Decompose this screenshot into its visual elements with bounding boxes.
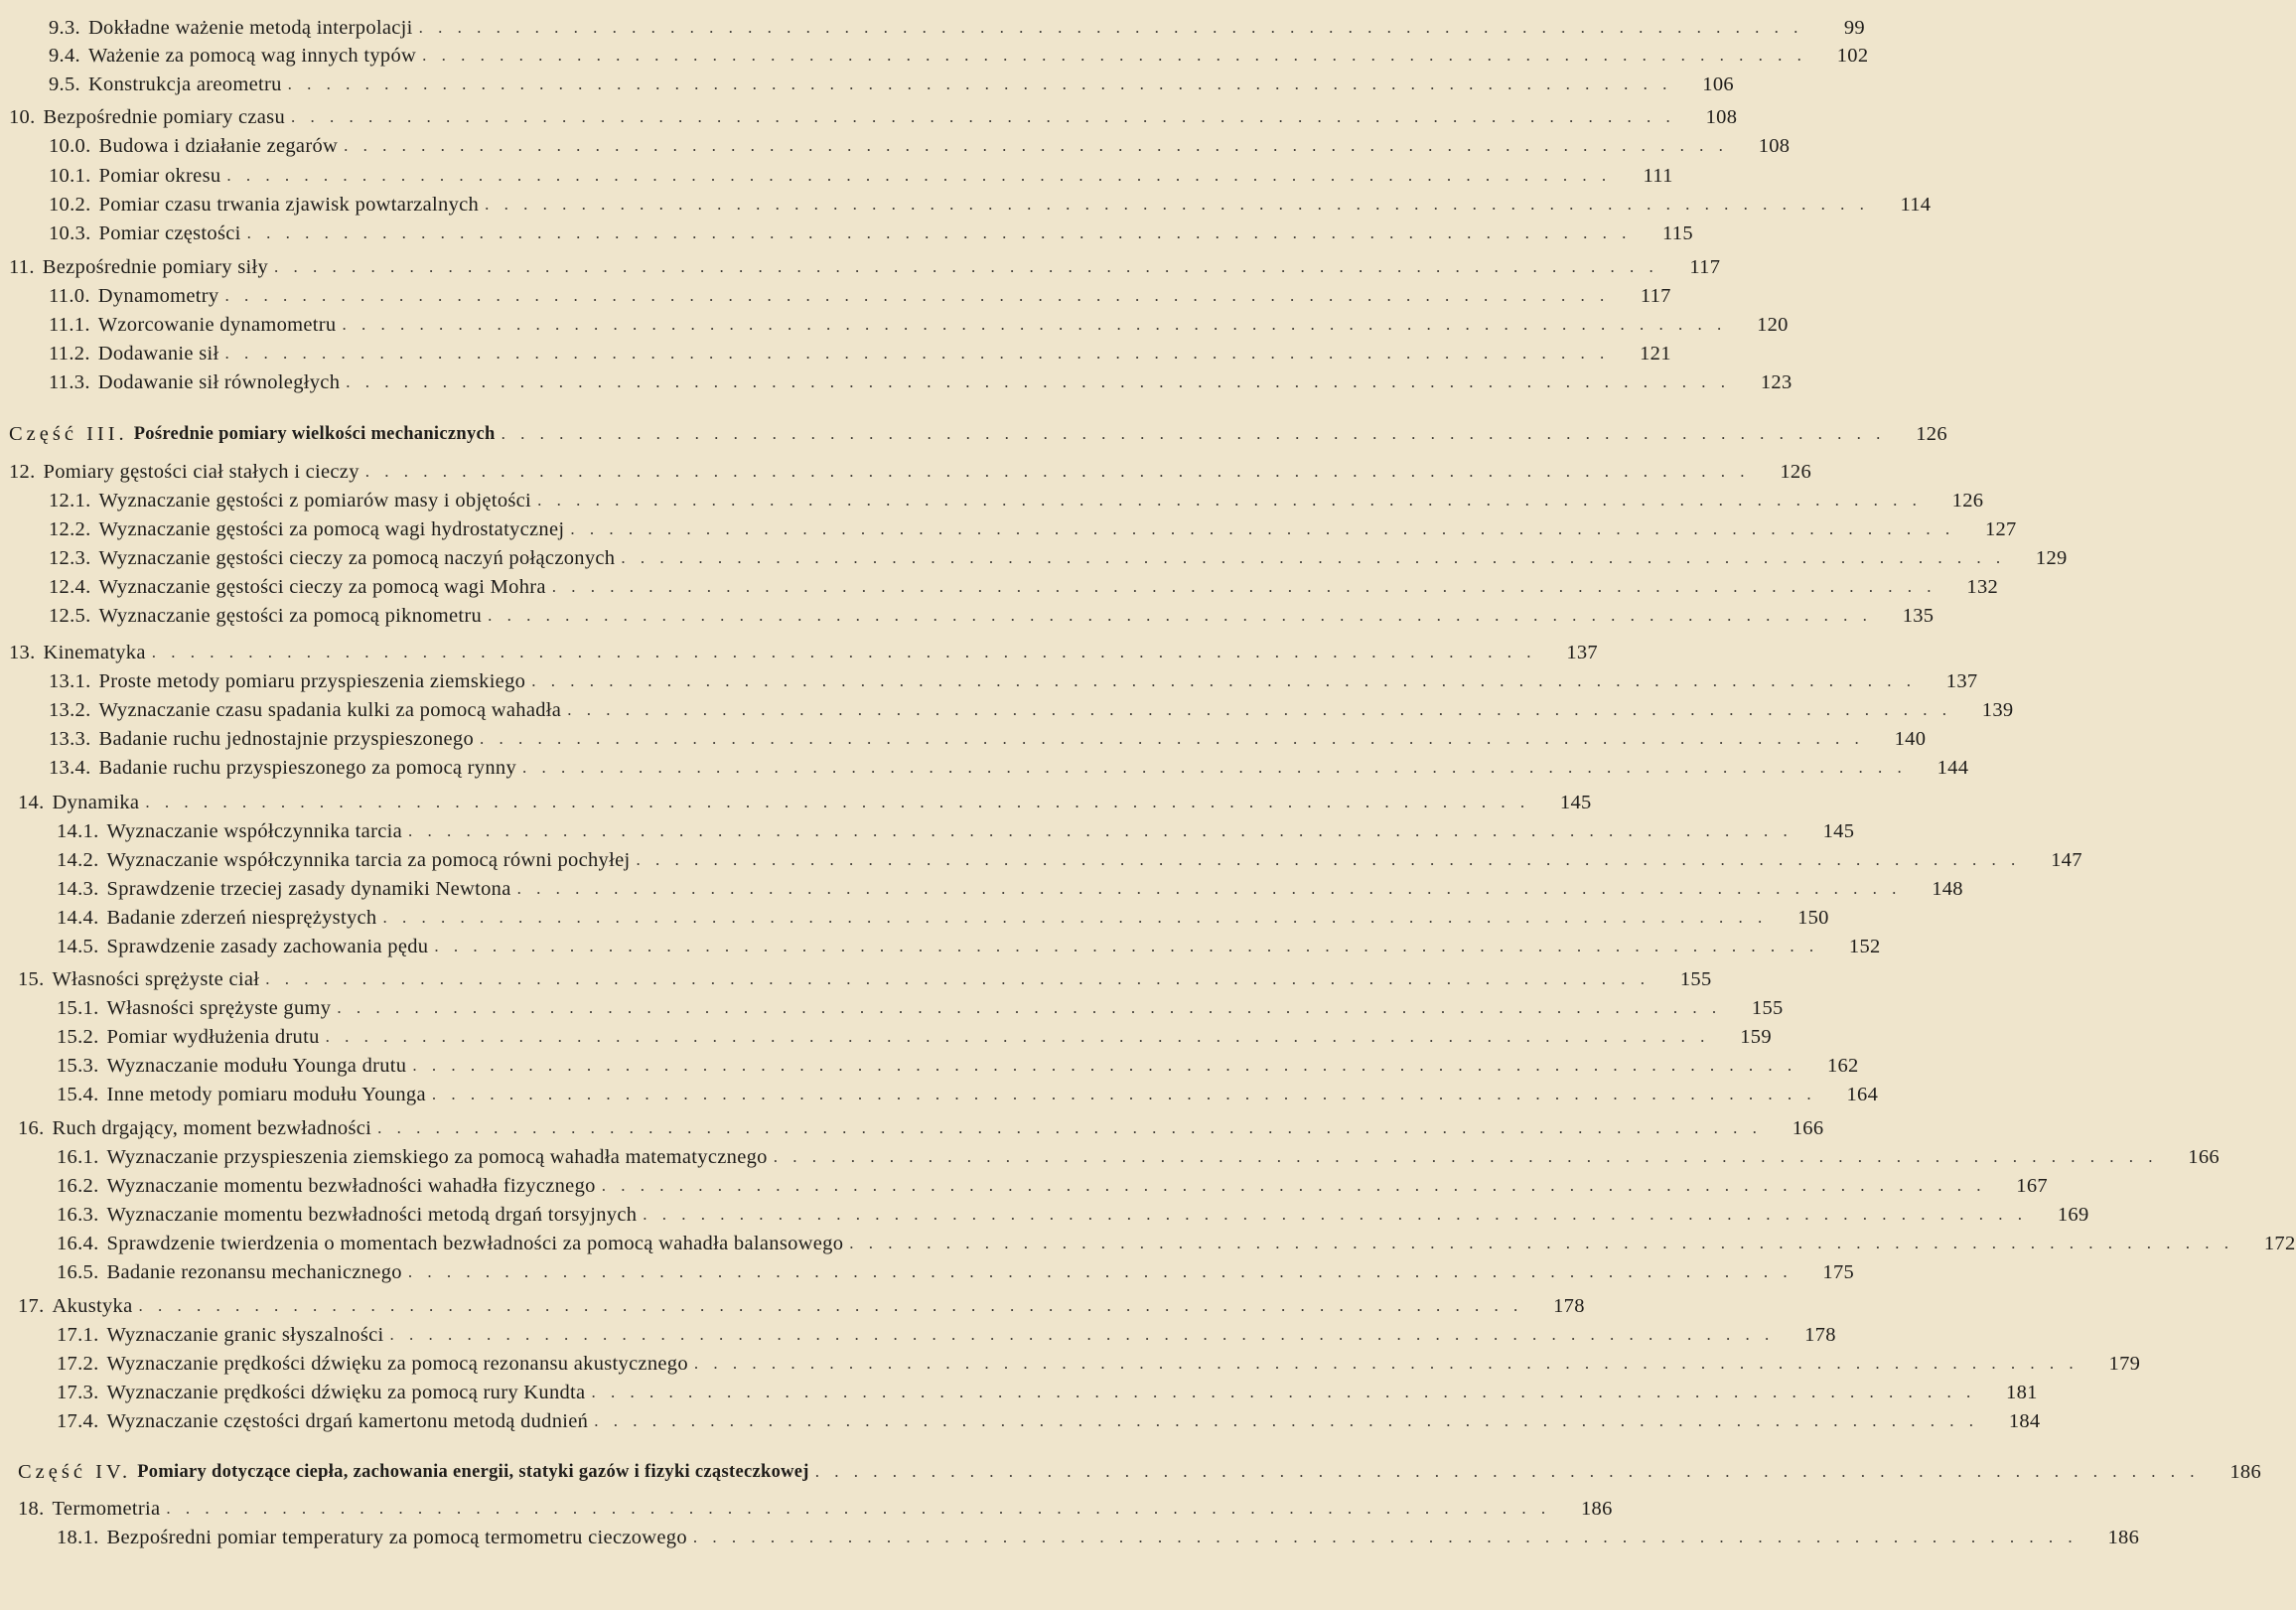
toc-entry	[49, 663, 1978, 693]
toc-entry-number: 14.1.	[57, 820, 99, 842]
dot-leader: . . . . . . . . . . . . . . . . . . . . . . . . . . . . . . . . . . . . . . . . . . . . . . . . . . . . . . . . . . . . . . . . . . . . . . . .	[591, 1383, 1976, 1401]
dot-leader: . . . . . . . . . . . . . . . . . . . . . . . . . . . . . . . . . . . . . . . . . . . . . . . . . . . . . . . . . . . . . . . . . . . . . . . .	[342, 315, 1727, 334]
toc-entry-title: Kinematyka	[43, 642, 146, 663]
dot-leader: . . . . . . . . . . . . . . . . . . . . . . . . . . . . . . . . . . . . . . . . . . . . . . . . . . . . . . . . . . . . . . . . . . . . . . . .	[431, 1085, 1817, 1103]
toc-entry-number: 12.3.	[49, 547, 91, 569]
toc-entry-number: 14.3.	[57, 878, 99, 900]
toc-entry-page: 167	[2016, 1175, 2048, 1197]
toc-entry-page: 155	[1751, 997, 1784, 1019]
toc-entry-page: 126	[1780, 461, 1812, 483]
dot-leader: . . . . . . . . . . . . . . . . . . . . . . . . . . . . . . . . . . . . . . . . . . . . . . . . . . . . . . . . . . . . . . . . . . . . . . . .	[621, 548, 2006, 567]
toc-entry-page: 132	[1966, 576, 1999, 598]
toc-entry-title: Wyznaczanie gęstości za pomocą piknometru	[98, 605, 483, 627]
toc-entry-number: 11.0.	[49, 285, 90, 307]
toc-entry-title: Wyznaczanie współczynnika tarcia za pomocą równi pochyłej	[106, 849, 631, 871]
toc-entry-page: 147	[2051, 849, 2082, 871]
toc-entry	[49, 692, 2014, 722]
toc-entry-number: 15.3.	[57, 1055, 99, 1077]
dot-leader: . . . . . . . . . . . . . . . . . . . . . . . . . . . . . . . . . . . . . . . . . . . . . . . . . . . . . . . . . . . . . . . . . . . . . . . .	[377, 1118, 1763, 1137]
dot-leader: . . . . . . . . . . . . . . . . . . . . . . . . . . . . . . . . . . . . . . . . . . . . . . . . . . . . . . . . . . . . . . . . . . . . . . . .	[537, 491, 1923, 510]
toc-entry-title: Pomiary dotyczące ciepła, zachowania energii, statyki gazów i fizyki cząsteczkowej	[137, 1462, 809, 1482]
toc-entry-page: 175	[1822, 1261, 1855, 1283]
toc-entry-page: 186	[1581, 1498, 1613, 1520]
toc-entry-number: 16.2.	[57, 1175, 99, 1197]
toc-entry	[49, 216, 1693, 245]
toc-entry-page: 99	[1843, 17, 1865, 39]
toc-entry	[57, 1226, 2296, 1255]
dot-leader: . . . . . . . . . . . . . . . . . . . . . . . . . . . . . . . . . . . . . . . . . . . . . . . . . . . . . . . . . . . . . . . . . . . . . . . .	[407, 1262, 1794, 1281]
toc-entry-title: Termometria	[52, 1498, 161, 1520]
toc-entry-page: 164	[1846, 1084, 1879, 1105]
toc-entry-number: 13.	[9, 642, 36, 663]
toc-entry-page: 169	[2057, 1204, 2089, 1226]
toc-entry-title: Wyznaczanie czasu spadania kulki za pomocą wahadła	[98, 699, 562, 721]
toc-entry-title: Badanie rezonansu mechanicznego	[106, 1261, 402, 1283]
toc-entry-page: 162	[1826, 1055, 1859, 1077]
toc-entry-title: Bezpośrednie pomiary czasu	[43, 106, 285, 128]
toc-entry-page: 159	[1740, 1026, 1772, 1048]
toc-entry	[49, 158, 1673, 188]
toc-entry-title: Wyznaczanie prędkości dźwięku za pomocą rezonansu akustycznego	[106, 1353, 688, 1375]
toc-entry-page: 114	[1900, 194, 1932, 216]
toc-entry-page: 135	[1902, 605, 1935, 627]
toc-entry-title: Konstrukcja areometru	[87, 73, 282, 95]
toc-entry-page: 129	[2035, 547, 2068, 569]
toc-entry	[57, 1197, 2089, 1227]
toc-entry	[57, 1375, 2038, 1404]
dot-leader: . . . . . . . . . . . . . . . . . . . . . . . . . . . . . . . . . . . . . . . . . . . . . . . . . . . . . . . . . . . . . . . . . . . . . . . .	[382, 908, 1768, 927]
toc-entry-page: 139	[1981, 699, 2014, 721]
toc-entry-title: Bezpośrednie pomiary siły	[42, 256, 269, 278]
toc-entry-page: 117	[1689, 256, 1721, 278]
toc-entry-page: 179	[2108, 1353, 2141, 1375]
toc-entry-title: Pomiar częstości	[98, 222, 241, 244]
toc-entry-number: 10.0.	[49, 135, 91, 157]
toc-entry	[49, 512, 2017, 541]
dot-leader: . . . . . . . . . . . . . . . . . . . . . . . . . . . . . . . . . . . . . . . . . . . . . . . . . . . . . . . . . . . . . . . . . . . . . . . .	[643, 1205, 2028, 1224]
toc-entry-number: 16.1.	[57, 1146, 99, 1168]
toc-entry-number: 13.1.	[49, 670, 91, 692]
toc-entry-number: 11.2.	[49, 343, 90, 365]
toc-entry-number: 10.3.	[49, 222, 91, 244]
toc-entry	[57, 1254, 1855, 1284]
toc-entry-number: 16.5.	[57, 1261, 99, 1283]
dot-leader: . . . . . . . . . . . . . . . . . . . . . . . . . . . . . . . . . . . . . . . . . . . . . . . . . . . . . . . . . . . . . . . . . . . . . . . .	[291, 107, 1676, 126]
toc-entry-title: Wyznaczanie momentu bezwładności metodą drgań torsyjnych	[106, 1204, 638, 1226]
dot-leader: . . . . . . . . . . . . . . . . . . . . . . . . . . . . . . . . . . . . . . . . . . . . . . . . . . . . . . . . . . . . . . . . . . . . . . . .	[166, 1499, 1551, 1518]
toc-entry	[49, 721, 1927, 751]
toc-entry	[57, 871, 1963, 901]
toc-entry-number: 11.	[9, 256, 35, 278]
toc-entry-number: 16.	[18, 1117, 45, 1139]
dot-leader: . . . . . . . . . . . . . . . . . . . . . . . . . . . . . . . . . . . . . . . . . . . . . . . . . . . . . . . . . . . . . . . . . . . . . . . .	[325, 1027, 1710, 1046]
toc-entry	[49, 187, 1932, 217]
toc-entry	[49, 67, 1734, 96]
dot-leader: . . . . . . . . . . . . . . . . . . . . . . . . . . . . . . . . . . . . . . . . . . . . . . . . . . . . . . . . . . . . . . . . . . . . . . . .	[412, 1056, 1797, 1075]
toc-entry-title: Wyznaczanie modułu Younga drutu	[106, 1055, 407, 1077]
toc-entry-page: 126	[1951, 490, 1984, 512]
toc-entry-number: 13.3.	[49, 728, 91, 750]
toc-entry-title: Akustyka	[52, 1295, 133, 1317]
toc-entry	[9, 249, 1721, 279]
toc-entry-title: Własności sprężyste gumy	[106, 997, 332, 1019]
toc-entry-number: 12.5.	[49, 605, 91, 627]
toc-entry	[57, 813, 1855, 843]
dot-leader: . . . . . . . . . . . . . . . . . . . . . . . . . . . . . . . . . . . . . . . . . . . . . . . . . . . . . . . . . . . . . . . . . . . . . . . .	[693, 1354, 2080, 1373]
toc-entry	[49, 307, 1789, 337]
toc-entry-number: Część III.	[9, 423, 128, 445]
dot-leader: . . . . . . . . . . . . . . . . . . . . . . . . . . . . . . . . . . . . . . . . . . . . . . . . . . . . . . . . . . . . . . . . . . . . . . . .	[145, 793, 1530, 811]
toc-entry-number: 11.3.	[49, 371, 90, 393]
toc-entry	[9, 635, 1598, 664]
dot-leader: . . . . . . . . . . . . . . . . . . . . . . . . . . . . . . . . . . . . . . . . . . . . . . . . . . . . . . . . . . . . . . . . . . . . . . . .	[773, 1147, 2158, 1166]
toc-entry-number: 12.	[9, 461, 36, 483]
toc-entry	[18, 1491, 1613, 1521]
toc-entry-title: Dynamika	[52, 792, 140, 813]
toc-entry-title: Sprawdzenie zasady zachowania pędu	[106, 936, 429, 957]
toc-entry	[57, 1403, 2041, 1433]
dot-leader: . . . . . . . . . . . . . . . . . . . . . . . . . . . . . . . . . . . . . . . . . . . . . . . . . . . . . . . . . . . . . . . . . . . . . . . .	[418, 18, 1803, 37]
toc-entry-page: 127	[1984, 518, 2017, 540]
dot-leader: . . . . . . . . . . . . . . . . . . . . . . . . . . . . . . . . . . . . . . . . . . . . . . . . . . . . . . . . . . . . . . . . . . . . . . . .	[522, 758, 1908, 777]
toc-entry-number: 9.3.	[49, 17, 80, 39]
toc-entry-title: Dynamometry	[97, 285, 219, 307]
toc-entry-page: 181	[2006, 1382, 2038, 1403]
dot-leader: . . . . . . . . . . . . . . . . . . . . . . . . . . . . . . . . . . . . . . . . . . . . . . . . . . . . . . . . . . . . . . . . . . . . . . . .	[346, 372, 1731, 391]
dot-leader: . . . . . . . . . . . . . . . . . . . . . . . . . . . . . . . . . . . . . . . . . . . . . . . . . . . . . . . . . . . . . . . . . . . . . . . .	[224, 286, 1610, 305]
toc-entry-page: 121	[1640, 343, 1671, 365]
toc-entry-page: 108	[1758, 135, 1791, 157]
toc-entry-page: 166	[1792, 1117, 1824, 1139]
toc-entry-page: 115	[1662, 222, 1693, 244]
toc-entry-number: 17.	[18, 1295, 45, 1317]
toc-entry-number: 13.4.	[49, 757, 91, 779]
toc-entry-title: Sprawdzenie twierdzenia o momentach bezwładności za pomocą wahadła balansowego	[106, 1233, 844, 1254]
toc-entry-title: Wyznaczanie prędkości dźwięku za pomocą rury Kundta	[106, 1382, 586, 1403]
toc-entry-page: 166	[2188, 1146, 2220, 1168]
toc-entry	[57, 929, 1881, 958]
toc-entry	[18, 961, 1712, 991]
toc-entry-number: 10.	[9, 106, 36, 128]
dot-leader: . . . . . . . . . . . . . . . . . . . . . . . . . . . . . . . . . . . . . . . . . . . . . . . . . . . . . . . . . . . . . . . . . . . . . . . .	[570, 519, 1955, 538]
toc-entry-page: 140	[1894, 728, 1927, 750]
toc-entry-number: 17.2.	[57, 1353, 99, 1375]
toc-entry-page: 111	[1643, 165, 1673, 187]
dot-leader: . . . . . . . . . . . . . . . . . . . . . . . . . . . . . . . . . . . . . . . . . . . . . . . . . . . . . . . . . . . . . . . . . . . . . . . .	[814, 1462, 2200, 1481]
dot-leader: . . . . . . . . . . . . . . . . . . . . . . . . . . . . . . . . . . . . . . . . . . . . . . . . . . . . . . . . . . . . . . . . . . . . . . . .	[434, 937, 1819, 955]
dot-leader: . . . . . . . . . . . . . . . . . . . . . . . . . . . . . . . . . . . . . . . . . . . . . . . . . . . . . . . . . . . . . . . . . . . . . . . .	[488, 606, 1873, 625]
toc-entry-number: 15.2.	[57, 1026, 99, 1048]
toc-entry-page: 155	[1679, 968, 1712, 990]
toc-entry-title: Wyznaczanie momentu bezwładności wahadła fizycznego	[106, 1175, 596, 1197]
toc-entry	[18, 1288, 1585, 1318]
toc-entry	[18, 1454, 2261, 1484]
toc-entry-page: 126	[1916, 423, 1947, 445]
toc-entry-title: Dodawanie sił równoległych	[97, 371, 341, 393]
toc-entry-title: Wyznaczanie granic słyszalności	[106, 1324, 384, 1346]
dot-leader: . . . . . . . . . . . . . . . . . . . . . . . . . . . . . . . . . . . . . . . . . . . . . . . . . . . . . . . . . . . . . . . . . . . . . . . .	[480, 729, 1865, 748]
toc-entry-number: 11.1.	[49, 314, 90, 336]
dot-leader: . . . . . . . . . . . . . . . . . . . . . . . . . . . . . . . . . . . . . . . . . . . . . . . . . . . . . . . . . . . . . . . . . . . . . . . .	[226, 166, 1612, 185]
toc-entry-number: 10.1.	[49, 165, 91, 187]
dot-leader: . . . . . . . . . . . . . . . . . . . . . . . . . . . . . . . . . . . . . . . . . . . . . . . . . . . . . . . . . . . . . . . . . . . . . . . .	[287, 74, 1672, 93]
toc-entry-page: 106	[1702, 73, 1734, 95]
toc-entry-title: Sprawdzenie trzeciej zasady dynamiki Newtona	[106, 878, 511, 900]
toc-entry-number: 12.2.	[49, 518, 91, 540]
toc-entry	[49, 365, 1793, 394]
toc-entry	[49, 336, 1671, 366]
toc-entry-number: 14.5.	[57, 936, 99, 957]
toc-entry-page: 117	[1640, 285, 1671, 307]
toc-entry-title: Wyznaczanie gęstości cieczy za pomocą naczyń połączonych	[98, 547, 616, 569]
toc-entry-page: 145	[1559, 792, 1592, 813]
toc-entry	[57, 990, 1784, 1020]
toc-entry-number: 12.1.	[49, 490, 91, 512]
dot-leader: . . . . . . . . . . . . . . . . . . . . . . . . . . . . . . . . . . . . . . . . . . . . . . . . . . . . . . . . . . . . . . . . . . . . . . . .	[636, 850, 2021, 869]
toc-entry-title: Inne metody pomiaru modułu Younga	[106, 1084, 426, 1105]
toc-entry-title: Ważenie za pomocą wag innych typów	[87, 45, 417, 67]
toc-entry	[18, 785, 1592, 814]
toc-entry-title: Badanie zderzeń niesprężystych	[106, 907, 377, 929]
toc-entry-page: 120	[1757, 314, 1789, 336]
toc-entry-number: 17.4.	[57, 1410, 99, 1432]
toc-entry	[57, 1346, 2141, 1376]
toc-entry-page: 137	[1566, 642, 1598, 663]
toc-entry-title: Wyznaczanie gęstości z pomiarów masy i objętości	[98, 490, 532, 512]
dot-leader: . . . . . . . . . . . . . . . . . . . . . . . . . . . . . . . . . . . . . . . . . . . . . . . . . . . . . . . . . . . . . . . . . . . . . . . .	[567, 700, 1952, 719]
dot-leader: . . . . . . . . . . . . . . . . . . . . . . . . . . . . . . . . . . . . . . . . . . . . . . . . . . . . . . . . . . . . . . . . . . . . . . . .	[274, 257, 1659, 276]
toc-entry	[49, 569, 1999, 599]
toc-entry-number: 18.	[18, 1498, 45, 1520]
toc-entry-title: Pomiar czasu trwania zjawisk powtarzalnych	[98, 194, 480, 216]
toc-entry-title: Badanie ruchu przyspieszonego za pomocą rynny	[98, 757, 517, 779]
toc-entry-number: 14.2.	[57, 849, 99, 871]
toc-entry-number: 14.	[18, 792, 45, 813]
dot-leader: . . . . . . . . . . . . . . . . . . . . . . . . . . . . . . . . . . . . . . . . . . . . . . . . . . . . . . . . . . . . . . . . . . . . . . . .	[485, 195, 1870, 214]
dot-leader: . . . . . . . . . . . . . . . . . . . . . . . . . . . . . . . . . . . . . . . . . . . . . . . . . . . . . . . . . . . . . . . . . . . . . . . .	[224, 344, 1610, 363]
toc-entry-page: 148	[1932, 878, 1963, 900]
toc-entry	[57, 842, 2082, 872]
dot-leader: . . . . . . . . . . . . . . . . . . . . . . . . . . . . . . . . . . . . . . . . . . . . . . . . . . . . . . . . . . . . . . . . . . . . . . . .	[849, 1234, 2234, 1252]
toc-entry-page: 150	[1797, 907, 1829, 929]
toc-entry-page: 108	[1705, 106, 1738, 128]
toc-entry	[57, 1139, 2220, 1169]
toc-entry	[18, 1110, 1824, 1140]
toc-entry-title: Ruch drgający, moment bezwładności	[52, 1117, 372, 1139]
dot-leader: . . . . . . . . . . . . . . . . . . . . . . . . . . . . . . . . . . . . . . . . . . . . . . . . . . . . . . . . . . . . . . . . . . . . . . . .	[408, 821, 1794, 840]
toc-entry-number: 9.4.	[49, 45, 80, 67]
toc-entry-page: 145	[1822, 820, 1855, 842]
toc-entry	[9, 99, 1738, 129]
dot-leader: . . . . . . . . . . . . . . . . . . . . . . . . . . . . . . . . . . . . . . . . . . . . . . . . . . . . . . . . . . . . . . . . . . . . . . . .	[551, 577, 1937, 596]
dot-leader: . . . . . . . . . . . . . . . . . . . . . . . . . . . . . . . . . . . . . . . . . . . . . . . . . . . . . . . . . . . . . . . . . . . . . . . .	[692, 1528, 2079, 1546]
toc-entry-number: 10.2.	[49, 194, 91, 216]
toc-entry-title: Badanie ruchu jednostajnie przyspieszonego	[98, 728, 474, 750]
toc-entry-title: Wyznaczanie gęstości cieczy za pomocą wagi Mohra	[98, 576, 546, 598]
toc-entry-number: 12.4.	[49, 576, 91, 598]
toc-entry-title: Wyznaczanie współczynnika tarcia	[106, 820, 402, 842]
toc-entry-number: 13.2.	[49, 699, 91, 721]
dot-leader: . . . . . . . . . . . . . . . . . . . . . . . . . . . . . . . . . . . . . . . . . . . . . . . . . . . . . . . . . . . . . . . . . . . . . . . .	[265, 969, 1650, 988]
toc-entry	[49, 540, 2068, 570]
toc-entry	[49, 10, 1865, 40]
toc-entry	[57, 1019, 1772, 1049]
dot-leader: . . . . . . . . . . . . . . . . . . . . . . . . . . . . . . . . . . . . . . . . . . . . . . . . . . . . . . . . . . . . . . . . . . . . . . . .	[531, 671, 1917, 690]
toc-entry-page: 172	[2263, 1233, 2296, 1254]
toc-entry-page: 152	[1848, 936, 1881, 957]
toc-entry-page: 123	[1760, 371, 1793, 393]
dot-leader: . . . . . . . . . . . . . . . . . . . . . . . . . . . . . . . . . . . . . . . . . . . . . . . . . . . . . . . . . . . . . . . . . . . . . . . .	[594, 1411, 1979, 1430]
toc-entry	[9, 416, 1947, 446]
toc-entry	[57, 1317, 1836, 1347]
toc-entry-number: 17.1.	[57, 1324, 99, 1346]
toc-entry-title: Własności sprężyste ciał	[52, 968, 260, 990]
toc-entry-page: 137	[1945, 670, 1978, 692]
toc-entry-title: Pomiary gęstości ciał stałych i cieczy	[43, 461, 359, 483]
toc-entry-number: 17.3.	[57, 1382, 99, 1403]
dot-leader: . . . . . . . . . . . . . . . . . . . . . . . . . . . . . . . . . . . . . . . . . . . . . . . . . . . . . . . . . . . . . . . . . . . . . . . .	[516, 879, 1902, 898]
toc-entry-number: Część IV.	[18, 1461, 132, 1483]
toc-entry	[49, 38, 1869, 68]
toc-entry-page: 178	[1804, 1324, 1836, 1346]
dot-leader: . . . . . . . . . . . . . . . . . . . . . . . . . . . . . . . . . . . . . . . . . . . . . . . . . . . . . . . . . . . . . . . . . . . . . . . .	[337, 998, 1722, 1017]
toc-entry-title: Dokładne ważenie metodą interpolacji	[87, 17, 413, 39]
toc-entry-page: 144	[1937, 757, 1969, 779]
toc-entry-title: Wzorcowanie dynamometru	[97, 314, 337, 336]
toc-entry-title: Pomiar wydłużenia drutu	[106, 1026, 320, 1048]
toc-entry-number: 18.1.	[57, 1527, 99, 1548]
toc-entry	[49, 128, 1791, 158]
toc-entry-number: 9.5.	[49, 73, 80, 95]
toc-entry	[57, 1520, 2140, 1549]
dot-leader: . . . . . . . . . . . . . . . . . . . . . . . . . . . . . . . . . . . . . . . . . . . . . . . . . . . . . . . . . . . . . . . . . . . . . . . .	[422, 46, 1807, 65]
toc-entry-page: 184	[2008, 1410, 2041, 1432]
toc-entry	[57, 1168, 2048, 1198]
toc-entry-page: 102	[1836, 45, 1869, 67]
toc-entry-number: 15.1.	[57, 997, 99, 1019]
toc-entry-title: Bezpośredni pomiar temperatury za pomocą termometru cieczowego	[106, 1527, 687, 1548]
dot-leader: . . . . . . . . . . . . . . . . . . . . . . . . . . . . . . . . . . . . . . . . . . . . . . . . . . . . . . . . . . . . . . . . . . . . . . . .	[364, 462, 1751, 481]
toc-entry-title: Budowa i działanie zegarów	[98, 135, 339, 157]
toc-entry-title: Pomiar okresu	[98, 165, 221, 187]
toc-entry-page: 186	[2107, 1527, 2140, 1548]
toc-entry-title: Dodawanie sił	[97, 343, 219, 365]
toc-entry-number: 15.	[18, 968, 45, 990]
dot-leader: . . . . . . . . . . . . . . . . . . . . . . . . . . . . . . . . . . . . . . . . . . . . . . . . . . . . . . . . . . . . . . . . . . . . . . . .	[344, 136, 1729, 155]
dot-leader: . . . . . . . . . . . . . . . . . . . . . . . . . . . . . . . . . . . . . . . . . . . . . . . . . . . . . . . . . . . . . . . . . . . . . . . .	[246, 223, 1632, 242]
toc-entry-title: Wyznaczanie częstości drgań kamertonu metodą dudnień	[106, 1410, 589, 1432]
toc-entry-page: 186	[2229, 1461, 2261, 1483]
dot-leader: . . . . . . . . . . . . . . . . . . . . . . . . . . . . . . . . . . . . . . . . . . . . . . . . . . . . . . . . . . . . . . . . . . . . . . . .	[138, 1296, 1523, 1315]
dot-leader: . . . . . . . . . . . . . . . . . . . . . . . . . . . . . . . . . . . . . . . . . . . . . . . . . . . . . . . . . . . . . . . . . . . . . . . .	[601, 1176, 1986, 1195]
toc-entry	[49, 598, 1935, 628]
toc-entry-page: 178	[1553, 1295, 1585, 1317]
toc-entry-number: 16.4.	[57, 1233, 99, 1254]
dot-leader: . . . . . . . . . . . . . . . . . . . . . . . . . . . . . . . . . . . . . . . . . . . . . . . . . . . . . . . . . . . . . . . . . . . . . . . .	[151, 643, 1536, 661]
toc-entry	[49, 750, 1969, 780]
dot-leader: . . . . . . . . . . . . . . . . . . . . . . . . . . . . . . . . . . . . . . . . . . . . . . . . . . . . . . . . . . . . . . . . . . . . . . . .	[389, 1325, 1775, 1344]
toc-entry	[49, 483, 1984, 512]
toc-entry	[57, 900, 1829, 930]
toc-entry-title: Wyznaczanie gęstości za pomocą wagi hydrostatycznej	[98, 518, 565, 540]
toc-entry-title: Proste metody pomiaru przyspieszenia ziemskiego	[98, 670, 526, 692]
toc-entry	[57, 1077, 1879, 1106]
toc-entry-title: Wyznaczanie przyspieszenia ziemskiego za pomocą wahadła matematycznego	[106, 1146, 768, 1168]
toc-entry	[57, 1048, 1859, 1078]
toc-entry	[9, 454, 1812, 484]
toc-entry	[49, 278, 1671, 308]
dot-leader: . . . . . . . . . . . . . . . . . . . . . . . . . . . . . . . . . . . . . . . . . . . . . . . . . . . . . . . . . . . . . . . . . . . . . . . .	[501, 424, 1886, 443]
toc-entry-title: Pośrednie pomiary wielkości mechanicznych	[133, 424, 496, 444]
toc-entry-number: 15.4.	[57, 1084, 99, 1105]
toc-entry-number: 16.3.	[57, 1204, 99, 1226]
toc-entry-number: 14.4.	[57, 907, 99, 929]
